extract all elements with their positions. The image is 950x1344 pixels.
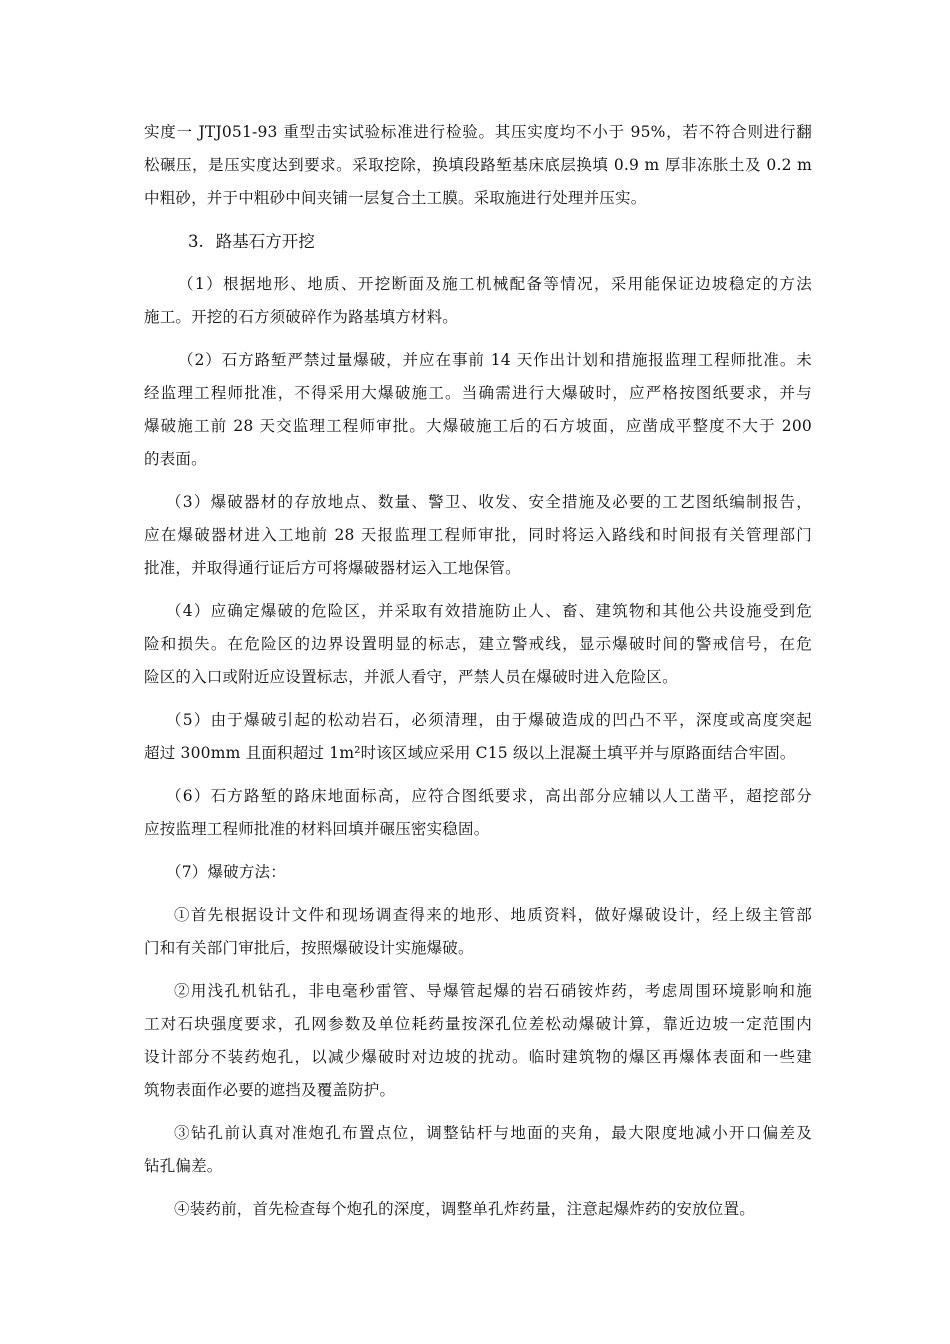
list-item — [144, 975, 812, 1107]
list-item — [144, 344, 812, 476]
text-line: （1）根据地形、地质、开挖断面及施工机械配备等情况，采用能保证边坡稳定的方法 — [178, 275, 812, 293]
document-body — [144, 116, 812, 1236]
text-line: 险和损失。在危险区的边界设置明显的标志，建立警戒线，显示爆破时间的警戒信号，在危 — [144, 635, 812, 653]
text-line: ①首先根据设计文件和现场调查得来的地形、地质资料，做好爆破设计，经上级主管部 — [174, 906, 812, 924]
list-item — [144, 704, 812, 770]
text-line: 钻孔偏差。 — [144, 1157, 223, 1175]
text-line: （6）石方路堑的路床地面标高，应符合图纸要求，高出部分应辅以人工凿平，超挖部分 — [166, 787, 812, 805]
text-line: （7）爆破方法： — [166, 863, 286, 881]
text-line: 筑物表面作必要的遮挡及覆盖防护。 — [144, 1081, 396, 1099]
text-line: 中粗砂，并于中粗砂中间夹铺一层复合土工膜。采取施进行处理并压实。 — [144, 189, 647, 207]
text-line: ④装药前，首先检查每个炮孔的深度，调整单孔炸药量，注意起爆炸药的安放位置。 — [174, 1200, 755, 1218]
text-line: 施工。开挖的石方须破碎作为路基填方材料。 — [144, 308, 459, 326]
text-line: 设计部分不装药炮孔，以减少爆破时对边坡的扰动。临时建筑物的爆区再爆体表面和一些建 — [144, 1048, 812, 1066]
list-item — [144, 1193, 812, 1226]
paragraph-continuation — [144, 116, 812, 215]
text-line: （2）石方路堑严禁过量爆破，并应在事前 14 天作出计划和措施报监理工程师批准。未 — [178, 351, 812, 369]
text-line: ②用浅孔机钻孔，非电毫秒雷管、导爆管起爆的岩石硝铵炸药，考虑周围环境影响和施 — [174, 982, 812, 1000]
text-line: 超过 300mm 且面积超过 1m²时该区域应采用 C15 级以上混凝土填平并与原路面结合牢固。 — [144, 744, 796, 762]
list-item — [144, 595, 812, 694]
text-line: 松碾压，是压实度达到要求。采取挖除，换填段路堑基床底层换填 0.9 m 厚非冻胀土及 0.2 m — [144, 156, 812, 174]
text-line: （3）爆破器材的存放地点、数量、警卫、收发、安全措施及必要的工艺图纸编制报告， — [166, 493, 812, 511]
text-line: 险区的入口或附近应设置标志，并派人看守，严禁人员在爆破时进入危险区。 — [144, 668, 678, 686]
section-heading — [144, 225, 812, 258]
text-line: 实度一 JTJ051-93 重型击实试验标准进行检验。其压实度均不小于 95%，若不符合则进行翻 — [144, 123, 812, 141]
text-line: 工对石块强度要求，孔网参数及单位耗药量按深孔位差松动爆破计算，靠近边坡一定范围内 — [144, 1015, 812, 1033]
text-line: （5）由于爆破引起的松动岩石，必须清理，由于爆破造成的凹凸不平，深度或高度突起 — [166, 711, 812, 729]
text-line: 应按监理工程师批准的材料回填并碾压密实稳固。 — [144, 820, 490, 838]
list-item — [144, 268, 812, 334]
section-number: 3. — [188, 232, 204, 251]
list-item — [144, 899, 812, 965]
text-line: ③钻孔前认真对准炮孔布置点位，调整钻杆与地面的夹角，最大限度地减小开口偏差及 — [174, 1124, 812, 1142]
list-item — [144, 1117, 812, 1183]
text-line: 经监理工程师批准，不得采用大爆破施工。当确需进行大爆破时，应严格按图纸要求，并与 — [144, 384, 812, 402]
list-item — [144, 486, 812, 585]
text-line: （4）应确定爆破的危险区，并采取有效措施防止人、畜、建筑物和其他公共设施受到危 — [166, 602, 812, 620]
list-item — [144, 856, 812, 889]
text-line: 门和有关部门审批后，按照爆破设计实施爆破。 — [144, 939, 474, 957]
text-line: 应在爆破器材进入工地前 28 天报监理工程师审批，同时将运入路线和时间报有关管理部门 — [144, 526, 812, 544]
text-line: 的表面。 — [144, 450, 207, 468]
section-title: 路基石方开挖 — [215, 232, 315, 251]
list-item — [144, 780, 812, 846]
text-line: 批准，并取得通行证后方可将爆破器材运入工地保管。 — [144, 559, 521, 577]
text-line: 爆破施工前 28 天交监理工程师审批。大爆破施工后的石方坡面，应凿成平整度不大于 200 — [144, 417, 812, 435]
